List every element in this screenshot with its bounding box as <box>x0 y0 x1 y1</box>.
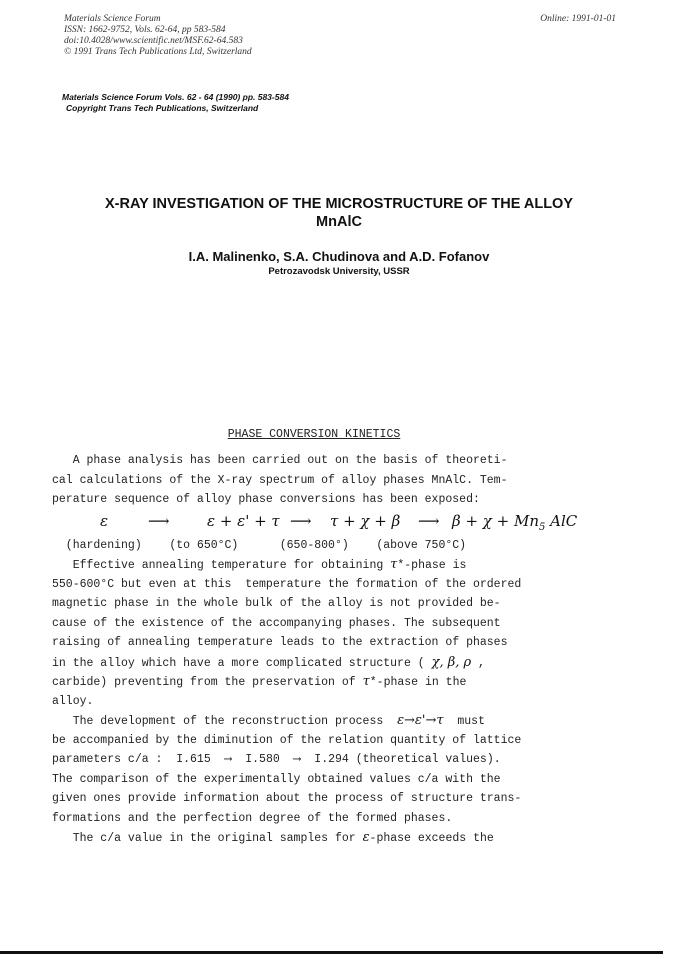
phase-equation <box>52 510 612 536</box>
phase-symbols: χ, β, ρ <box>431 654 472 670</box>
citation-block <box>62 92 289 114</box>
title-line: MnAlC <box>316 214 362 230</box>
meta-line: Materials Science Forum <box>64 14 161 24</box>
paragraph-line <box>52 711 612 731</box>
tau-symbol: τ <box>362 674 370 689</box>
text-span: *-phase is <box>397 559 467 572</box>
text-span: Effective annealing temperature for obtaining <box>52 559 391 572</box>
paragraph-line: magnetic phase in the whole bulk of the alloy is not provided be- <box>52 597 501 610</box>
equation-term: β + χ + Mn <box>452 511 539 530</box>
epsilon-symbol: ε <box>362 830 370 845</box>
arrow-icon: ⟶ <box>148 511 170 530</box>
text-span: -phase exceeds the <box>369 832 494 845</box>
arrow-icon: ⟶ <box>290 511 312 530</box>
paragraph-line: formations and the perfection degree of the formed phases. <box>52 811 453 825</box>
equation-term: AlC <box>550 511 578 530</box>
paragraph-line: parameters c/a : I.615 ⟶ I.580 ⟶ I.294 (theoretical values). <box>52 753 501 766</box>
text-span: in the alloy which have a more complicated structure ( <box>52 656 432 670</box>
paragraph-line: A phase analysis has been carried out on the basis of theoreti- <box>52 454 508 467</box>
arrow-icon: ⟶ <box>418 511 440 530</box>
subscript: 5 <box>539 521 546 533</box>
affiliation: Petrozavodsk University, USSR <box>268 266 410 277</box>
equation-term: ε + ε' + τ <box>207 511 280 530</box>
paragraph-line: be accompanied by the diminution of the relation quantity of lattice <box>52 733 522 747</box>
paragraph-line <box>52 555 612 575</box>
paragraph-line <box>52 828 612 848</box>
paragraph-line: raising of annealing temperature leads to the extraction of phases <box>52 636 508 649</box>
meta-line: © 1991 Trans Tech Publications Ltd, Switzerland <box>64 47 252 57</box>
online-date: Online: 1991-01-01 <box>540 14 616 24</box>
text-span: The c/a value in the original samples for <box>52 832 363 845</box>
paragraph-line: cause of the existence of the accompanying phases. The subsequent <box>52 616 501 630</box>
journal-meta <box>64 14 252 58</box>
equation-labels: (hardening) (to 650°C) (650-800°) (above 750°C) <box>52 538 467 552</box>
paragraph-line: The comparison of the experimentally obtained values c/a with the <box>52 772 501 786</box>
copyright-line: Copyright Trans Tech Publications, Switzerland <box>66 103 259 113</box>
equation-term <box>452 512 577 538</box>
paragraph-line: cal calculations of the X-ray spectrum of alloy phases MnAlC. Tem- <box>52 473 508 487</box>
text-span: must <box>443 715 485 728</box>
process-symbols: ε→ε'→τ <box>397 713 444 728</box>
title-line: X-RAY INVESTIGATION OF THE MICROSTRUCTURE OF THE ALLOY <box>104 196 574 212</box>
paragraph-line <box>52 672 612 692</box>
paragraph-line: perature sequence of alloy phase conversions has been exposed: <box>52 493 480 506</box>
meta-line: ISSN: 1662-9752, Vols. 62-64, pp 583-584 <box>64 25 226 35</box>
bottom-rule <box>0 951 663 954</box>
citation-line: Materials Science Forum Vols. 62 - 64 (1990) pp. 583-584 <box>62 92 289 102</box>
paper-title <box>40 195 638 231</box>
text-span: , <box>471 656 485 670</box>
section-heading: PHASE CONVERSION KINETICS <box>227 428 401 441</box>
meta-line: doi:10.4028/www.scientific.net/MSF.62-64.583 <box>64 36 243 46</box>
paragraph-line: given ones provide information about the process of structure trans- <box>52 792 522 805</box>
text-span: *-phase in the <box>369 676 467 689</box>
text-span: The development of the reconstruction process <box>52 715 398 728</box>
equation-term: ε <box>100 511 109 530</box>
body-text <box>52 451 612 848</box>
equation-term: τ + χ + β <box>330 511 401 530</box>
paragraph-line <box>52 653 612 673</box>
tau-symbol: τ <box>390 557 398 572</box>
authors: I.A. Malinenko, S.A. Chudinova and A.D. Fofanov <box>188 249 490 264</box>
paragraph-line: 550-600°C but even at this temperature the formation of the ordered <box>52 577 522 591</box>
paragraph-line: alloy. <box>52 694 94 708</box>
text-span: carbide) preventing from the preservation of <box>52 676 363 689</box>
